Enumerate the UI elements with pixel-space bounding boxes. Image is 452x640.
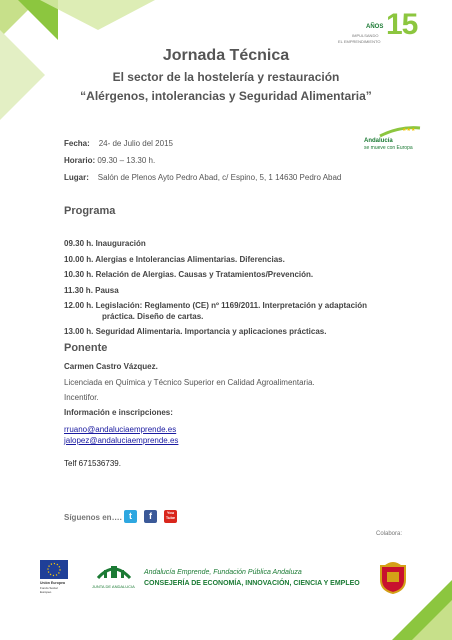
page-subtitle: El sector de la hostelería y restauración [112,70,340,84]
junta-logo [90,558,136,594]
ponente-heading: Ponente [64,342,108,354]
anos-number: 15 [386,8,418,41]
page-subtitle-2: “Alérgenos, intolerancias y Seguridad Alimentaria” [80,89,372,103]
eu-line3: Europeo [40,590,52,594]
programa-item: 10.00 h. Alergias e Intolerancias Alimentarias. Diferencias. [64,255,285,264]
crest-icon [378,560,408,594]
programa-item: 13.00 h. Seguridad Alimentaria. Importancia y aplicaciones prácticas. [64,327,327,336]
andalucia-logo-line2: se mueve con Europa [364,145,413,151]
email-link-1[interactable]: rruano@andaluciaemprende.es [64,425,177,434]
ayuntamiento-crest-icon [378,560,408,594]
fecha-label: Fecha: [64,139,90,148]
eu-line2: Fondo Social [40,586,58,590]
andalucia-europa-logo [362,124,424,154]
eu-line1: Unión Europea [40,581,65,585]
horario-row [64,156,155,165]
fecha-row [64,139,173,148]
eu-stars-icon [40,560,68,579]
programa-heading: Programa [64,205,116,217]
twitter-icon[interactable]: t [124,510,137,523]
eu-flag-icon [40,560,68,579]
ponente-desc: Licenciada en Química y Técnico Superior en Calidad Agroalimentaria. [64,378,315,387]
email-link-2[interactable]: jalopez@andaluciaemprende.es [64,436,179,445]
contacto-heading: Información e inscripciones: [64,408,173,417]
fecha-value: 24- de Julio del 2015 [98,139,173,148]
telefono: Telf 671536739. [64,459,121,468]
programa-item: 09.30 h. Inauguración [64,239,146,248]
junta-label: JUNTA DE ANDALUCIA [92,584,135,589]
anos-line1: IMPULSANDO [352,33,379,38]
aniversario-logo [338,8,428,52]
siguenos-label: Síguenos en…. [64,513,122,522]
programa-item-continued: práctica. Diseño de cartas. [102,312,204,321]
ponente-org: Incentifor. [64,393,99,402]
eu-logo [40,560,70,600]
youtube-icon[interactable]: You Tube [164,510,177,523]
programa-item: 12.00 h. Legislación: Reglamento (CE) nº 1169/2011. Interpretación y adaptación [64,301,368,310]
top-left-decoration [0,0,160,130]
anos-line2: EL EMPRENDIMIENTO [338,39,381,44]
swoosh-icon [378,124,422,138]
junta-emblem-icon [94,558,134,582]
lugar-value: Salón de Plenos Ayto Pedro Abad, c/ Espino, 5, 1 14630 Pedro Abad [97,173,342,182]
page-title: Jornada Técnica [162,47,290,64]
anos-word: AÑOS [366,24,384,30]
lugar-label: Lugar: [64,173,89,182]
horario-value: 09.30 – 13.30 h. [97,156,156,165]
facebook-icon[interactable]: f [144,510,157,523]
lugar-row [64,173,341,182]
fundacion-text: Andalucía Emprende, Fundación Pública Andaluza [144,569,302,576]
consejeria-text: CONSEJERÍA DE ECONOMÍA, INNOVACIÓN, CIENCIA Y EMPLEO [144,580,360,587]
horario-label: Horario: [64,156,96,165]
colabora-label: Colabora: [376,531,403,537]
svg-text:★★★: ★★★ [402,127,416,133]
ponente-name: Carmen Castro Vázquez. [64,362,158,371]
programa-item: 11.30 h. Pausa [64,286,119,295]
andalucia-logo-line1: Andalucía [364,138,393,144]
programa-item: 10.30 h. Relación de Alergias. Causas y Tratamientos/Prevención. [64,270,314,279]
